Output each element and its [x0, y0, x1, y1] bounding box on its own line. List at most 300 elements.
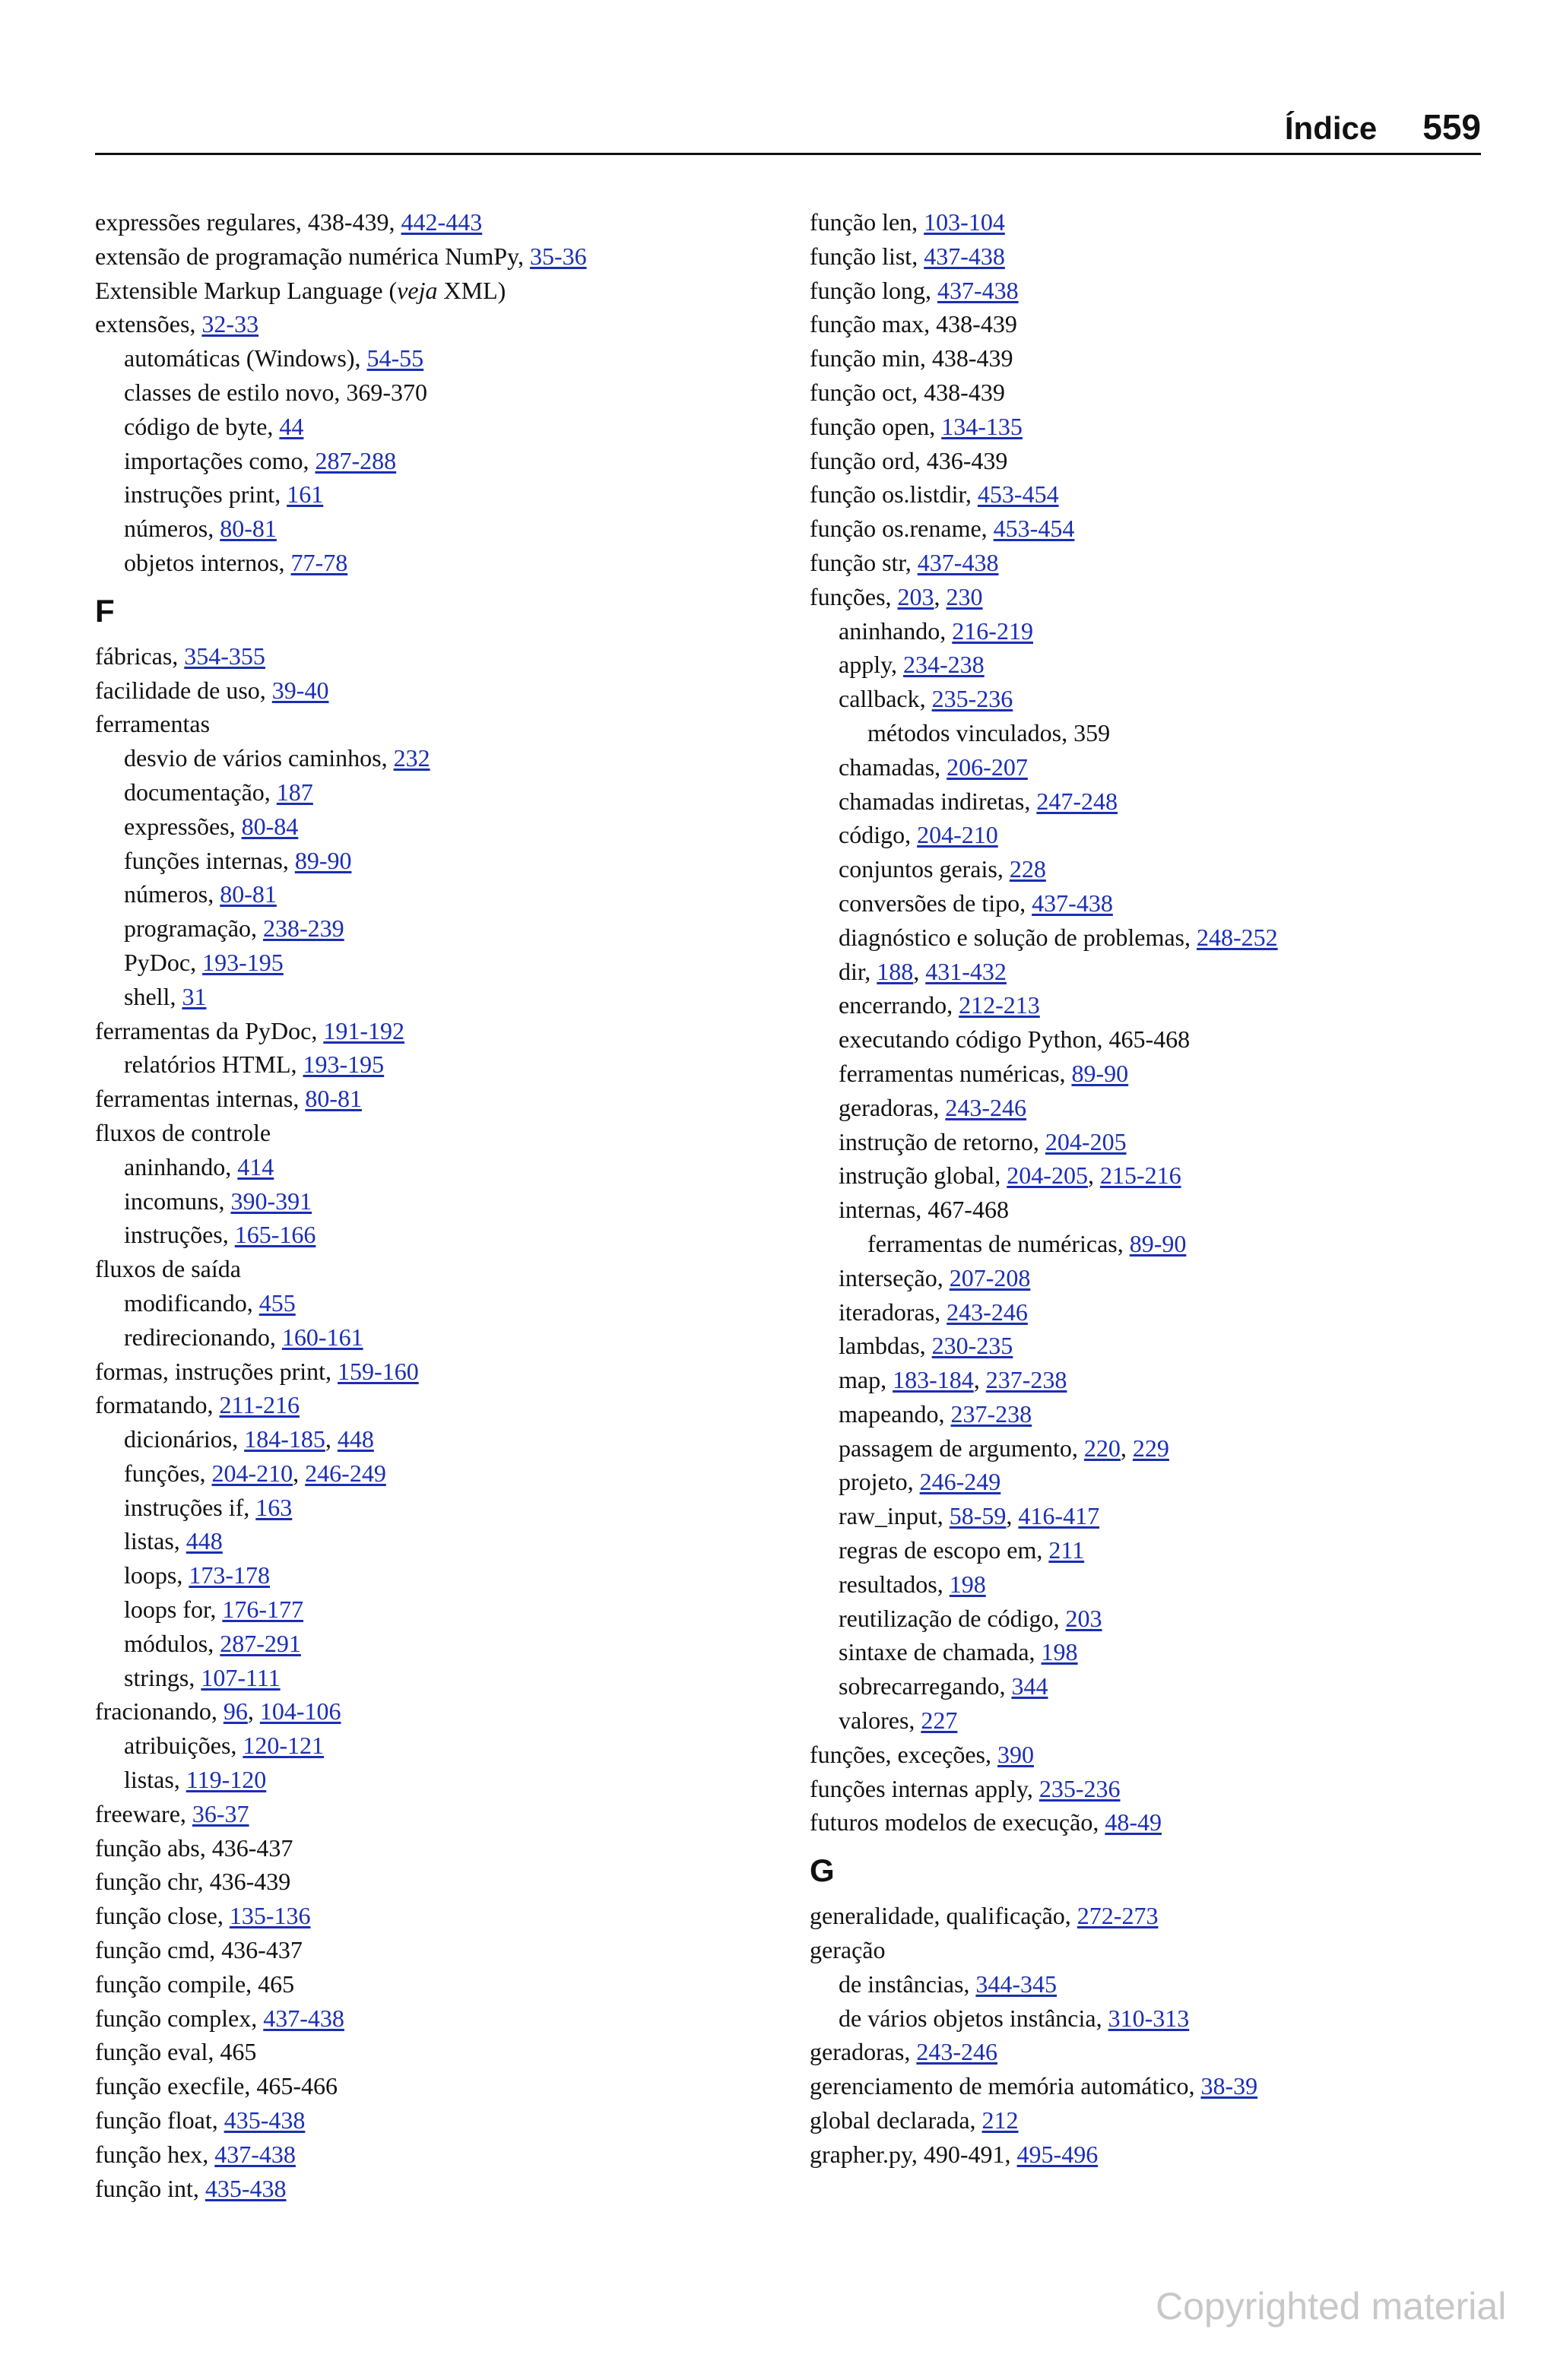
header-rule: [95, 153, 1481, 155]
index-entry-text: grapher.py, 490-491,: [810, 2140, 1017, 2168]
index-entry: [95, 1865, 779, 1899]
index-entry-text: função hex,: [95, 2140, 215, 2168]
page-link[interactable]: 193-195: [202, 948, 284, 976]
index-entry: [810, 1738, 1494, 1772]
page-link[interactable]: 448: [186, 1527, 223, 1555]
page-link[interactable]: 204-210: [917, 821, 998, 849]
index-entry: [810, 1227, 1494, 1261]
page-link[interactable]: 437-438: [263, 2004, 344, 2032]
index-entry: [810, 988, 1494, 1022]
page-link[interactable]: 80-81: [305, 1085, 362, 1113]
index-entry-text: extensões,: [95, 310, 202, 338]
page-link[interactable]: 437-438: [917, 548, 999, 576]
index-entry-text: diagnóstico e solução de problemas,: [839, 923, 1197, 951]
index-column-right: [810, 205, 1494, 2172]
index-entry: [95, 444, 779, 478]
index-entry: [810, 546, 1494, 580]
index-entry: [810, 1499, 1494, 1533]
page-link[interactable]: 246-249: [305, 1459, 386, 1487]
section-letter: F: [95, 592, 115, 629]
index-entry: [95, 1218, 779, 1252]
index-entry: [95, 205, 779, 239]
page-link[interactable]: 243-246: [916, 2038, 998, 2066]
page-link[interactable]: 176-177: [222, 1596, 304, 1624]
page-link[interactable]: 287-291: [220, 1629, 301, 1657]
index-entry-text: instruções if,: [124, 1493, 256, 1521]
index-entry-text: documentação,: [124, 778, 277, 806]
index-entry: [810, 2103, 1494, 2138]
page-link[interactable]: 437-438: [1032, 889, 1113, 917]
index-entry-text: modificando,: [124, 1288, 259, 1317]
index-entry: [810, 1261, 1494, 1295]
index-entry: [810, 1091, 1494, 1125]
index-entry: [810, 1193, 1494, 1227]
index-entry: [95, 410, 779, 444]
index-entry-text: programação,: [124, 914, 264, 943]
index-entry-text: código,: [839, 821, 918, 849]
index-entry: [810, 1022, 1494, 1057]
index-entry-text: passagem de argumento,: [839, 1434, 1084, 1462]
index-entry: [95, 2001, 779, 2036]
index-entry: [810, 444, 1494, 478]
page-link[interactable]: 207-208: [949, 1263, 1031, 1291]
page-link[interactable]: 230: [946, 582, 983, 610]
index-entry: [95, 1558, 779, 1592]
index-entry-text: map,: [839, 1366, 893, 1394]
index-entry-text: encerrando,: [839, 991, 959, 1019]
index-entry-text: números,: [124, 880, 220, 908]
index-entry-text: regras de escopo em,: [839, 1536, 1049, 1564]
index-entry-text: executando código Python, 465-468: [839, 1025, 1191, 1054]
page-link[interactable]: 435-438: [224, 2106, 306, 2134]
page-separator: ,: [293, 1459, 306, 1487]
page-link[interactable]: 228: [1009, 855, 1046, 883]
index-entry: [810, 614, 1494, 648]
page-link[interactable]: 437-438: [924, 242, 1005, 270]
page-link[interactable]: 36-37: [192, 1799, 249, 1827]
page-link[interactable]: 104-106: [259, 1697, 341, 1726]
page-link[interactable]: 216-219: [952, 616, 1033, 645]
page-link[interactable]: 48-49: [1105, 1808, 1162, 1836]
index-entry-text: generalidade, qualificação,: [810, 1902, 1077, 1930]
page-link[interactable]: 235-236: [1039, 1774, 1121, 1802]
index-entry: [810, 784, 1494, 819]
index-entry-text: instrução de retorno,: [839, 1127, 1045, 1155]
page-link[interactable]: 203: [897, 582, 934, 610]
index-entry-text: chamadas indiretas,: [839, 787, 1037, 815]
page-separator: ,: [247, 1697, 260, 1726]
page-link[interactable]: 134-135: [941, 412, 1023, 440]
page-link[interactable]: 234-238: [903, 651, 985, 679]
index-entry: [95, 1355, 779, 1389]
index-entry: [95, 2069, 779, 2103]
index-entry: [95, 376, 779, 410]
page-link[interactable]: 38-39: [1200, 2072, 1258, 2100]
index-entry-text: função complex,: [95, 2004, 264, 2032]
page-link[interactable]: 230-235: [931, 1332, 1013, 1360]
page-link[interactable]: 173-178: [189, 1561, 270, 1589]
index-entry: [95, 1116, 779, 1150]
page-link[interactable]: 204-210: [211, 1459, 293, 1487]
page-separator: ,: [1006, 1502, 1019, 1530]
index-entry: [810, 1567, 1494, 1602]
page-separator: ,: [1120, 1434, 1133, 1462]
index-entry-text: geradoras,: [839, 1093, 946, 1121]
index-entry: [95, 639, 779, 673]
page-link[interactable]: 248-252: [1196, 923, 1278, 951]
page-link[interactable]: 211-216: [219, 1391, 300, 1419]
index-entry-text: função os.listdir,: [810, 480, 978, 509]
page-link[interactable]: 96: [223, 1697, 248, 1726]
index-entry: [95, 1661, 779, 1695]
index-entry: [810, 1397, 1494, 1431]
index-entry: [95, 274, 779, 308]
index-entry-text: funções,: [124, 1459, 212, 1487]
index-entry: [810, 1057, 1494, 1091]
page-link[interactable]: 204-205: [1045, 1127, 1127, 1155]
index-entry: [810, 376, 1494, 410]
page-link[interactable]: 414: [237, 1152, 274, 1180]
index-entry-text: funções, exceções,: [810, 1740, 997, 1768]
index-entry-text: dicionários,: [124, 1425, 245, 1453]
page-link[interactable]: 58-59: [949, 1502, 1007, 1530]
index-entry: [810, 2035, 1494, 2069]
index-entry: [95, 546, 779, 580]
index-entry-text: conversões de tipo,: [839, 889, 1032, 917]
page-link[interactable]: 455: [258, 1288, 296, 1317]
index-entry: [95, 1252, 779, 1286]
page-link[interactable]: 35-36: [529, 242, 587, 270]
page-link[interactable]: 191-192: [323, 1016, 404, 1044]
page-link[interactable]: 229: [1132, 1434, 1169, 1462]
index-entry: [95, 1014, 779, 1048]
index-entry-text: listas,: [124, 1527, 186, 1555]
index-entry: [810, 1431, 1494, 1466]
index-entry-text: mapeando,: [839, 1399, 951, 1428]
page-link[interactable]: 204-205: [1007, 1161, 1088, 1190]
page-link[interactable]: 232: [393, 744, 430, 772]
index-entry: [810, 852, 1494, 886]
index-entry: [95, 1797, 779, 1831]
index-entry-text: fluxos de controle: [95, 1118, 271, 1146]
page-link[interactable]: 184-185: [244, 1425, 325, 1453]
index-entry-text: geradoras,: [810, 2038, 917, 2066]
index-entry: [95, 741, 779, 775]
page-separator: ,: [913, 957, 926, 985]
page-link[interactable]: 80-81: [220, 515, 277, 543]
index-entry-text: código de byte,: [124, 412, 280, 440]
index-entry: [810, 512, 1494, 546]
page-link[interactable]: 416-417: [1018, 1502, 1100, 1530]
page-link[interactable]: 80-81: [220, 880, 277, 908]
index-entry-text: futuros modelos de execução,: [810, 1808, 1105, 1836]
index-entry: [95, 1933, 779, 1967]
index-entry: [810, 955, 1494, 989]
page-link[interactable]: 243-246: [945, 1093, 1027, 1121]
index-entry-text: formas, instruções print,: [95, 1357, 338, 1385]
page-separator: ,: [973, 1366, 986, 1394]
index-entry: [810, 1772, 1494, 1806]
page-link[interactable]: 163: [255, 1493, 293, 1521]
index-entry: [95, 477, 779, 512]
page-link[interactable]: 453-454: [977, 480, 1059, 509]
index-entry-text: desvio de vários caminhos,: [124, 744, 394, 772]
index-entry-text: PyDoc,: [124, 948, 203, 976]
index-entry-text: função float,: [95, 2106, 224, 2134]
header-title: Índice: [1284, 110, 1378, 146]
index-entry: [810, 1125, 1494, 1159]
page-link[interactable]: 206-207: [947, 753, 1028, 781]
index-entry: [95, 673, 779, 708]
page-link[interactable]: 215-216: [1099, 1161, 1181, 1190]
index-entry: [810, 239, 1494, 274]
index-entry-text: freeware,: [95, 1799, 192, 1827]
index-entry: [95, 1388, 779, 1422]
index-entry: [95, 911, 779, 946]
index-entry-text: valores,: [839, 1707, 921, 1735]
index-entry: [95, 239, 779, 274]
index-entry-text: importações como,: [124, 446, 316, 474]
index-entry: [810, 2138, 1494, 2172]
page-link[interactable]: 39-40: [271, 676, 329, 704]
page-link[interactable]: 437-438: [214, 2140, 296, 2168]
page-link[interactable]: 390-391: [230, 1187, 312, 1215]
index-entry: [95, 1694, 779, 1729]
page-link[interactable]: 310-313: [1108, 2004, 1190, 2032]
index-entry: [95, 307, 779, 341]
page-link[interactable]: 431-432: [925, 957, 1007, 985]
index-entry: [95, 2035, 779, 2069]
index-entry-text: formatando,: [95, 1391, 220, 1419]
page-link[interactable]: 32-33: [201, 310, 259, 338]
page-link[interactable]: 193-195: [303, 1051, 385, 1079]
index-entry: [810, 274, 1494, 308]
page-link[interactable]: 198: [1041, 1638, 1078, 1666]
page-link[interactable]: 77-78: [290, 548, 348, 576]
page-link[interactable]: 237-238: [950, 1399, 1032, 1428]
index-entry: [95, 810, 779, 844]
index-entry: [95, 341, 779, 376]
index-entry-text: sintaxe de chamada,: [839, 1638, 1042, 1666]
index-entry: [810, 2001, 1494, 2036]
page-link[interactable]: 89-90: [1071, 1059, 1129, 1087]
index-entry-text: listas,: [124, 1766, 186, 1794]
index-entry-text: função str,: [810, 548, 918, 576]
index-entry: [95, 1422, 779, 1456]
index-entry-text: redirecionando,: [124, 1323, 282, 1351]
page-link[interactable]: 44: [279, 412, 304, 440]
page-link[interactable]: 243-246: [947, 1298, 1028, 1326]
index-entry-text: apply,: [839, 651, 904, 679]
page-link[interactable]: 80-84: [241, 812, 299, 840]
page-link[interactable]: 107-111: [201, 1663, 281, 1691]
index-entry: [810, 1329, 1494, 1363]
page-link[interactable]: 238-239: [263, 914, 344, 943]
index-entry: [95, 1967, 779, 2001]
index-entry-text: incomuns,: [124, 1187, 231, 1215]
index-entry-text: aninhando,: [839, 616, 953, 645]
index-entry-text: números,: [124, 515, 220, 543]
page-link[interactable]: 103-104: [924, 208, 1005, 236]
page-link[interactable]: 203: [1065, 1604, 1102, 1632]
index-entry-text: extensão de programação numérica NumPy,: [95, 242, 530, 270]
index-entry: [810, 1465, 1494, 1499]
index-entry: [95, 1592, 779, 1627]
index-entry: [95, 1491, 779, 1525]
page-link[interactable]: 246-249: [919, 1468, 1001, 1496]
index-entry-text: função list,: [810, 242, 924, 270]
page-link[interactable]: 188: [877, 957, 914, 985]
page-link[interactable]: 442-443: [401, 208, 483, 236]
page-link[interactable]: 237-238: [985, 1366, 1067, 1394]
page-link[interactable]: 344-345: [975, 1970, 1058, 1998]
page-link[interactable]: 272-273: [1077, 1902, 1159, 1930]
page-link[interactable]: 247-248: [1036, 787, 1118, 815]
index-entry: [810, 410, 1494, 444]
index-entry-text: geração: [810, 1936, 886, 1964]
index-entry: [95, 1763, 779, 1797]
index-entry: [810, 1635, 1494, 1669]
page-link[interactable]: 160-161: [281, 1323, 363, 1351]
index-entry-text: strings,: [124, 1663, 201, 1691]
page-link[interactable]: 287-288: [315, 446, 397, 474]
section-letter: G: [810, 1852, 835, 1889]
index-entry: [95, 844, 779, 878]
page-link[interactable]: 165-166: [234, 1221, 316, 1249]
page-link[interactable]: 31: [182, 982, 207, 1010]
index-entry-text: módulos,: [124, 1629, 220, 1657]
page-separator: ,: [325, 1425, 338, 1453]
index-entry-text: instruções,: [124, 1221, 235, 1249]
index-entry-text: função oct, 438-439: [810, 378, 1005, 406]
index-entry: [95, 1320, 779, 1355]
page-separator: ,: [934, 582, 947, 610]
page-link[interactable]: 354-355: [184, 642, 265, 670]
page-link[interactable]: 390: [997, 1740, 1034, 1768]
page-link[interactable]: 211: [1048, 1536, 1085, 1564]
page-link[interactable]: 437-438: [937, 276, 1019, 304]
index-entry-text: ferramentas numéricas,: [839, 1059, 1072, 1087]
index-entry-text: instruções print,: [124, 480, 287, 509]
index-entry: [810, 921, 1494, 955]
index-entry-text: função os.rename,: [810, 515, 994, 543]
page-link[interactable]: 344: [1011, 1672, 1048, 1700]
index-entry: [810, 2069, 1494, 2103]
index-entry-text: dir,: [839, 957, 877, 985]
running-header: [1285, 106, 1481, 147]
index-entry-text: objetos internos,: [124, 548, 291, 576]
index-entry-text: global declarada,: [810, 2106, 982, 2134]
page-link[interactable]: 495-496: [1016, 2140, 1099, 2168]
index-entry: [95, 2138, 779, 2172]
index-entry: [810, 1933, 1494, 1967]
index-entry-text: função open,: [810, 412, 942, 440]
index-entry-text: fluxos de saída: [95, 1255, 241, 1283]
page-link[interactable]: 187: [276, 778, 313, 806]
page-link[interactable]: 235-236: [931, 685, 1013, 713]
page-link[interactable]: 54-55: [366, 344, 424, 372]
copyright-watermark: Copyrighted material: [1156, 2285, 1507, 2328]
index-entry: [95, 1456, 779, 1491]
index-entry-text: funções internas apply,: [810, 1774, 1039, 1802]
page-link[interactable]: 212-213: [959, 991, 1040, 1019]
page-link[interactable]: 89-90: [1129, 1229, 1187, 1257]
index-entry-text: função len,: [810, 208, 924, 236]
index-entry-text: expressões regulares, 438-439,: [95, 208, 401, 236]
index-entry: [95, 1899, 779, 1933]
index-entry-text: conjuntos gerais,: [839, 855, 1010, 883]
index-entry: [810, 886, 1494, 921]
index-entry: [95, 775, 779, 810]
index-entry: [95, 1150, 779, 1184]
index-entry-text: internas, 467-468: [839, 1196, 1009, 1224]
index-entry-text: de vários objetos instância,: [839, 2004, 1108, 2032]
index-entry-text: facilidade de uso,: [95, 676, 272, 704]
index-entry: [810, 818, 1494, 852]
page-link[interactable]: 120-121: [243, 1732, 325, 1760]
page-link[interactable]: 435-438: [205, 2174, 287, 2202]
index-entry: [95, 1627, 779, 1661]
index-entry: [95, 1831, 779, 1865]
page-link[interactable]: 183-184: [893, 1366, 974, 1394]
index-entry: [810, 1805, 1494, 1840]
index-entry: [810, 682, 1494, 716]
index-entry-text: função execfile, 465-466: [95, 2072, 338, 2100]
index-entry-text: atribuições,: [124, 1732, 243, 1760]
page-link[interactable]: 220: [1083, 1434, 1121, 1462]
index-entry-text: ferramentas: [95, 710, 211, 738]
index-entry: [95, 1286, 779, 1320]
index-entry-text: relatórios HTML,: [124, 1051, 303, 1079]
page-link[interactable]: 119-120: [186, 1766, 267, 1794]
page-link[interactable]: 227: [921, 1707, 958, 1735]
index-entry-text: função eval, 465: [95, 2038, 257, 2066]
index-entry-text: ferramentas da PyDoc,: [95, 1016, 324, 1044]
index-entry-text: Extensible Markup Language (veja XML): [95, 276, 506, 304]
index-entry: [95, 707, 779, 741]
index-entry: [810, 1669, 1494, 1703]
page-link[interactable]: 198: [949, 1570, 986, 1598]
index-entry: [95, 2103, 779, 2138]
index-entry-text: funções,: [810, 582, 898, 610]
page-link[interactable]: 159-160: [338, 1357, 419, 1385]
page-link[interactable]: 453-454: [993, 515, 1075, 543]
page-link[interactable]: 89-90: [294, 846, 352, 874]
index-entry: [95, 512, 779, 546]
page-link[interactable]: 212: [981, 2106, 1019, 2134]
index-entry-text: instrução global,: [839, 1161, 1007, 1190]
page-link[interactable]: 448: [337, 1425, 374, 1453]
index-entry: [810, 1602, 1494, 1636]
page-link[interactable]: 135-136: [229, 1902, 311, 1930]
index-entry-text: automáticas (Windows),: [124, 344, 367, 372]
index-entry: [95, 1729, 779, 1763]
index-entry-text: shell,: [124, 982, 182, 1010]
index-entry-text: expressões,: [124, 812, 242, 840]
index-entry: [810, 341, 1494, 376]
index-entry: [810, 307, 1494, 341]
index-entry-text: reutilização de código,: [839, 1604, 1066, 1632]
page-link[interactable]: 161: [287, 480, 324, 509]
index-entry-text: ferramentas de numéricas,: [867, 1229, 1130, 1257]
index-entry: [810, 1533, 1494, 1567]
index-entry-text: lambdas,: [839, 1332, 932, 1360]
index-entry-text: raw_input,: [839, 1502, 950, 1530]
page-number: 559: [1422, 107, 1481, 147]
index-entry: [810, 580, 1494, 614]
index-entry: [95, 1047, 779, 1082]
index-entry: [810, 1899, 1494, 1933]
